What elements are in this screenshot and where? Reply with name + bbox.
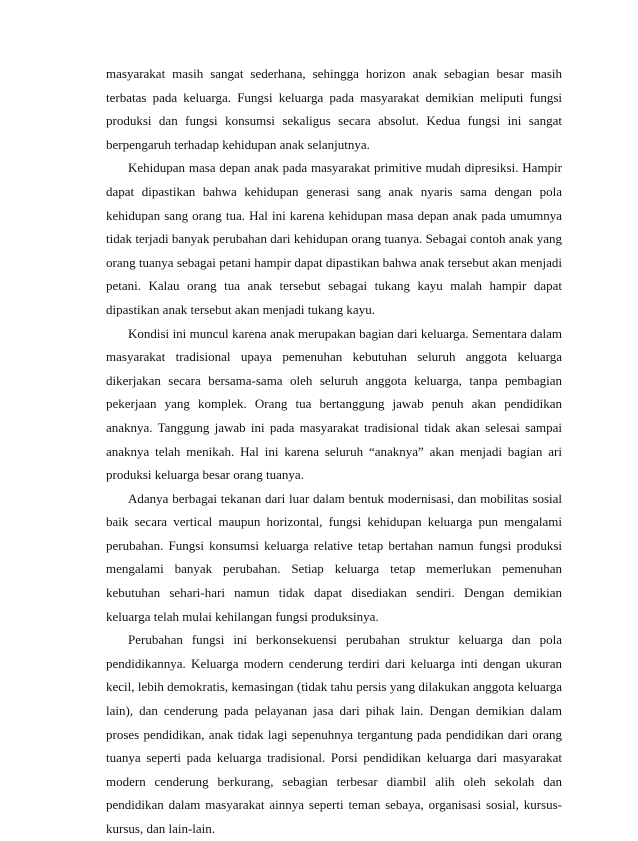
paragraph-4: Adanya berbagai tekanan dari luar dalam bentuk modernisasi, dan mobilitas sosial baik secara vertical maupun horizontal, fungsi kehidupan keluarga pun mengalami perubahan. Fungsi konsumsi keluarga relative tetap bertahan namun fungsi produksi mengalami banyak perubahan. Setiap keluarga tetap memerlukan pemenuhan kebutuhan sehari-hari namun tidak dapat disediakan sendiri. Dengan demikian keluarga telah mulai kehilangan fungsi produksinya. [106, 490, 562, 624]
paragraph-5: Perubahan fungsi ini berkonsekuensi perubahan struktur keluarga dan pola pendidikannya. Keluarga modern cenderung terdiri dari keluarga inti dengan ukuran kecil, lebih demokratis, kemasingan (tidak tahu persis yang dilakukan anggota keluarga lain), dan cenderung pada pelayanan jasa dari pihak lain. Dengan demikian dalam proses pendidikan, anak tidak lagi sepenuhnya tergantung pada pendidikan dari orang tuanya seperti pada keluarga tradisional. Porsi pendidikan keluarga dari masyarakat modern cenderung berkurang, sebagian terbesar diambil alih oleh sekolah dan pendidikan dalam masyarakat ainnya seperti teman sebaya, organisasi sosial, kursus-kursus, dan lain-lain. [106, 632, 562, 836]
document-body [106, 62, 562, 841]
paragraph-3: Kondisi ini muncul karena anak merupakan bagian dari keluarga. Sementara dalam masyarakat tradisional upaya pemenuhan kebutuhan seluruh anggota keluarga dikerjakan secara bersama-sama oleh seluruh anggota keluarga, tanpa pembagian pekerjaan yang komplek. Orang tua bertanggung jawab penuh akan pendidikan anaknya. Tanggung jawab ini pada masyarakat tradisional tidak akan selesai sampai anaknya telah menikah. Hal ini karena seluruh “anaknya” akan menjadi bagian ari produksi keluarga besar orang tuanya. [106, 325, 562, 483]
paragraph-2: Kehidupan masa depan anak pada masyarakat primitive mudah dipresiksi. Hampir dapat dipastikan bahwa kehidupan generasi sang anak nyaris sama dengan pola kehidupan sang orang tua. Hal ini karena kehidupan masa depan anak pada umumnya tidak terjadi banyak perubahan dari kehidupan orang tuanya. Sebagai contoh anak yang orang tuanya sebagai petani hampir dapat dipastikan bahwa anak tersebut akan menjadi petani. Kalau orang tua anak tersebut sebagai tukang kayu malah hampir dapat dipastikan anak tersebut akan menjadi tukang kayu. [106, 160, 562, 317]
paragraph-1: masyarakat masih sangat sederhana, sehingga horizon anak sebagian besar masih terbatas pada keluarga. Fungsi keluarga pada masyarakat demikian meliputi fungsi produksi dan fungsi konsumsi sekaligus secara absolut. Kedua fungsi ini sangat berpengaruh terhadap kehidupan anak selanjutnya. [106, 66, 562, 152]
